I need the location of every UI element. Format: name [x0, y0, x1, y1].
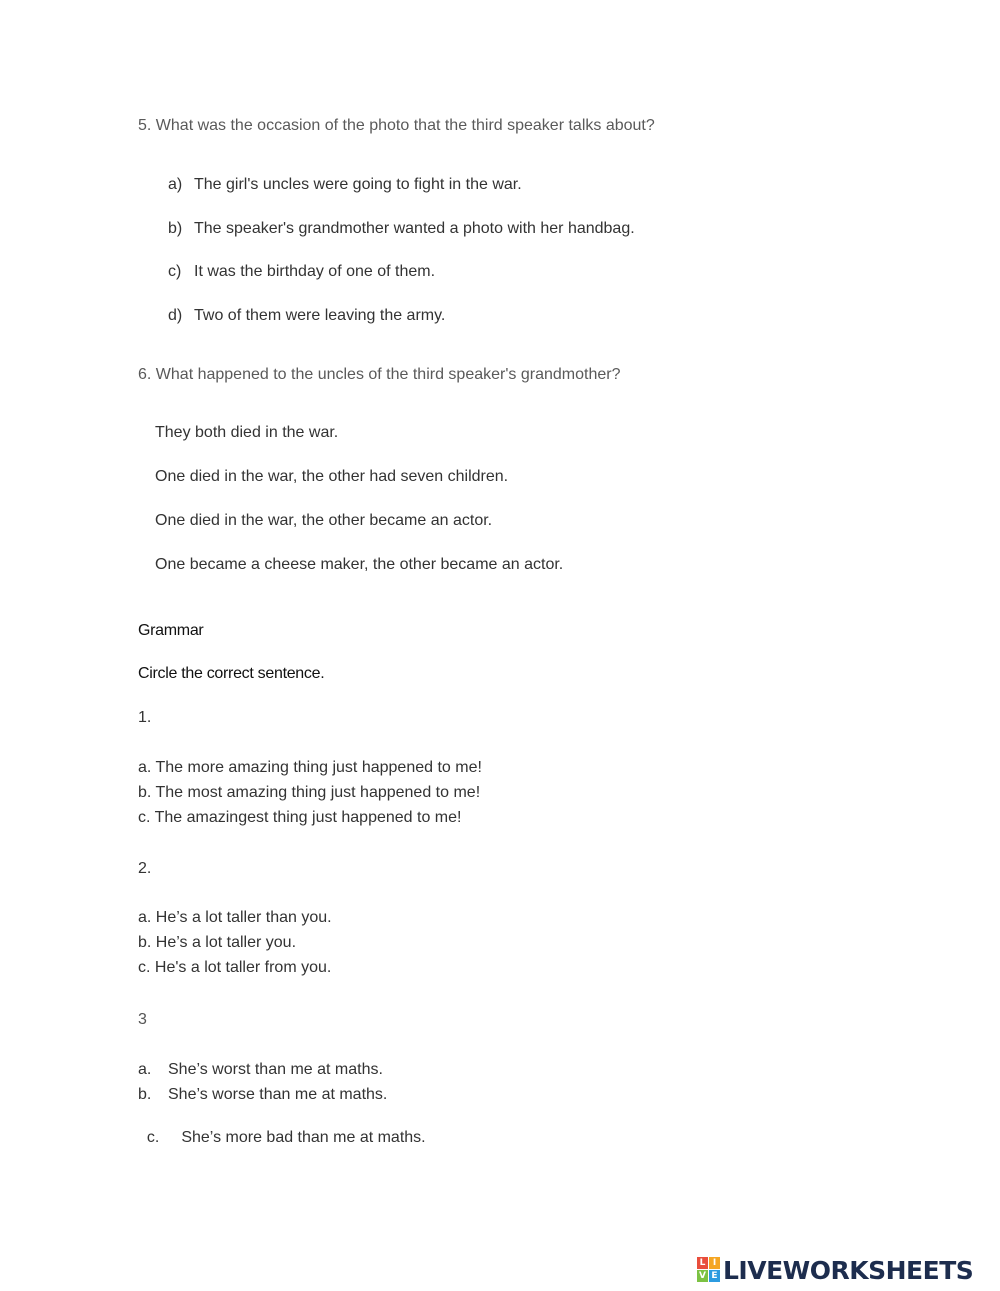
option-text: It was the birthday of one of them.: [194, 263, 436, 280]
grammar-item-3-number: 3: [138, 1011, 147, 1028]
grammar-item-1-number: 1.: [138, 709, 152, 726]
option-text: The speaker's grandmother wanted a photo with her handbag.: [194, 220, 635, 237]
liveworksheets-logo: [697, 1255, 993, 1287]
grammar-item-2-sentence-b[interactable]: b. He’s a lot taller you.: [138, 934, 297, 951]
sentence-text: She’s more bad than me at maths.: [176, 1129, 426, 1146]
sentence-marker: c.: [146, 1129, 160, 1146]
q6-answer-2[interactable]: One died in the war, the other had seven children.: [155, 468, 509, 485]
q6-answer-1[interactable]: They both died in the war.: [155, 424, 339, 441]
grammar-item-1-sentence-c[interactable]: c. The amazingest thing just happened to me!: [138, 809, 462, 826]
option-text: Two of them were leaving the army.: [194, 307, 446, 324]
q6-answer-4[interactable]: One became a cheese maker, the other became an actor.: [155, 556, 564, 573]
question-6: 6. What happened to the uncles of the third speaker's grandmother?: [138, 366, 621, 383]
sentence-text: She’s worst than me at maths.: [168, 1061, 383, 1078]
grammar-heading: Grammar: [138, 622, 204, 639]
live-blocks-icon: [697, 1257, 721, 1283]
grammar-item-3-sentence-c[interactable]: [138, 1111, 426, 1147]
sentence-text: She’s worse than me at maths.: [168, 1086, 388, 1103]
grammar-item-3-sentence-a[interactable]: [138, 1061, 383, 1079]
grammar-item-2-sentence-a[interactable]: a. He’s a lot taller than you.: [138, 909, 332, 926]
logo-letter-i: I: [709, 1257, 720, 1269]
q5-option-b[interactable]: [168, 220, 635, 238]
question-5: 5. What was the occasion of the photo that the third speaker talks about?: [138, 117, 655, 134]
q6-answer-3[interactable]: One died in the war, the other became an actor.: [155, 512, 493, 529]
option-marker: d): [168, 307, 183, 324]
grammar-item-3-sentence-b[interactable]: [138, 1086, 387, 1104]
logo-letter-e: E: [709, 1270, 720, 1282]
q5-option-d[interactable]: [168, 307, 445, 325]
q5-option-c[interactable]: [168, 263, 435, 281]
sentence-marker: b.: [138, 1086, 152, 1103]
logo-letter-l: L: [697, 1257, 708, 1269]
sentence-marker: a.: [138, 1061, 152, 1078]
logo-text: LIVEWORKSHEETS: [723, 1256, 974, 1285]
option-text: The girl's uncles were going to fight in the war.: [194, 176, 522, 193]
grammar-item-2-sentence-c[interactable]: c. He's a lot taller from you.: [138, 959, 332, 976]
grammar-instruction: Circle the correct sentence.: [138, 665, 325, 682]
grammar-item-2-number: 2.: [138, 860, 152, 877]
q5-option-a[interactable]: [168, 176, 522, 194]
option-marker: a): [168, 176, 183, 193]
logo-letter-v: V: [697, 1270, 708, 1282]
grammar-item-1-sentence-b[interactable]: b. The most amazing thing just happened to me!: [138, 784, 481, 801]
option-marker: b): [168, 220, 183, 237]
grammar-item-1-sentence-a[interactable]: a. The more amazing thing just happened to me!: [138, 759, 482, 776]
option-marker: c): [168, 263, 182, 280]
